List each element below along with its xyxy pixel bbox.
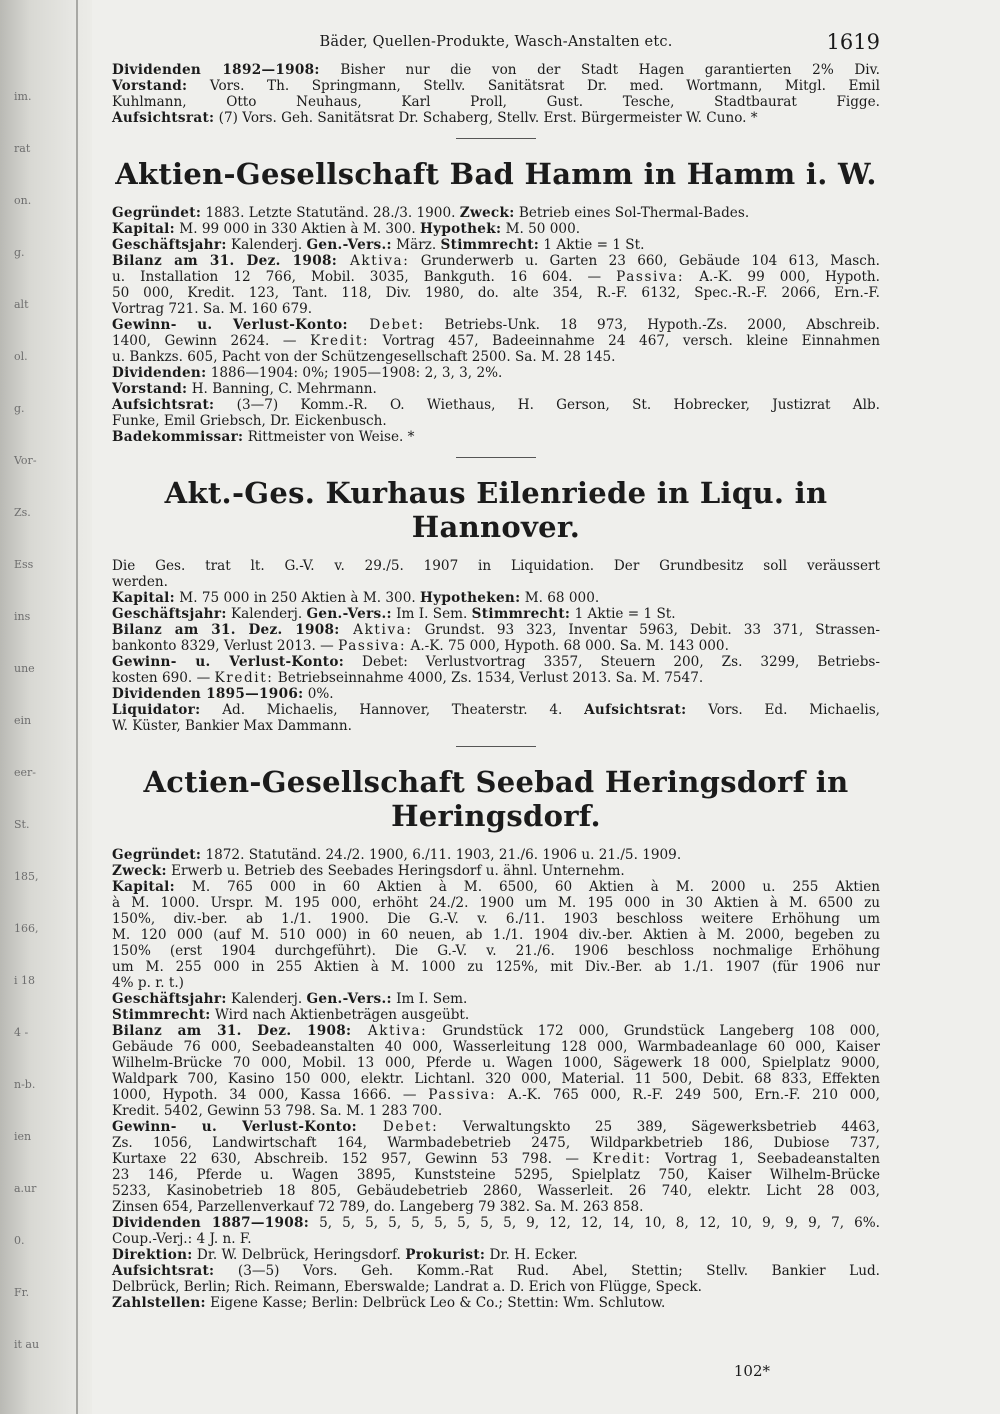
field-text: Kalenderj. <box>226 606 307 622</box>
account-side-label: Passiva: <box>616 269 685 285</box>
field-text: Gebäude 76 000, Seebadeanstalten 40 000, Wasserleitung 128 000, Warmbadeanlage 60 000, Kaiser <box>112 1039 880 1055</box>
field-text: W. Küster, Bankier Max Dammann. <box>112 718 353 734</box>
text-line <box>112 1247 880 1263</box>
section-divider <box>456 138 536 139</box>
field-text: Betrieb eines Sol-Thermal-Bades. <box>514 205 750 221</box>
field-text: Kuhlmann, Otto Neuhaus, Karl Proll, Gust. Tesche, Stadtbaurat Figge. <box>112 94 880 110</box>
account-side-label: Aktiva: <box>337 253 410 269</box>
text-line <box>112 654 880 670</box>
field-text: 1000, Hypoth. 34 000, Kassa 1666. — <box>112 1087 429 1103</box>
field-text: Die Ges. trat lt. G.-V. v. 29./5. 1907 in Liquidation. Der Grundbesitz soll veräussert <box>112 558 880 574</box>
text-line <box>112 1279 880 1295</box>
field-text: werden. <box>112 574 169 590</box>
text-line <box>112 285 880 301</box>
text-line <box>112 1295 880 1311</box>
field-text: 1886—1904: 0%; 1905—1908: 2, 3, 3, 2%. <box>206 365 503 381</box>
facing-page-fragment: ol. <box>14 350 28 363</box>
facing-page-fragment: g. <box>14 246 25 259</box>
text-line <box>112 670 880 686</box>
field-text: März. <box>391 237 441 253</box>
account-side-label: Passiva: <box>338 638 407 654</box>
company-entry <box>112 157 880 458</box>
field-text: u. Bankzs. 605, Pacht von der Schützengesellschaft 2500. Sa. M. 28 145. <box>112 349 616 365</box>
account-side-label: Debet: <box>356 1119 439 1135</box>
field-label: Aufsichtsrat: <box>112 1263 215 1279</box>
field-text: Debet: Verlustvortrag 3357, Steuern 200, Zs. 3299, Betriebs- <box>344 654 880 670</box>
text-line <box>112 1199 880 1215</box>
field-text: Verwaltungskto 25 389, Sägewerksbetrieb 4463, <box>438 1119 880 1135</box>
field-label: Aufsichtsrat: <box>112 110 215 126</box>
field-label: Gewinn- u. Verlust-Konto: <box>112 654 345 670</box>
facing-page-fragment: a.ur <box>14 1182 37 1195</box>
text-line <box>112 1231 880 1247</box>
field-text: Betriebseinnahme 4000, Zs. 1534, Verlust 2013. Sa. M. 7547. <box>273 670 704 686</box>
facing-page-fragment: Zs. <box>14 506 31 519</box>
field-text: Wird nach Aktienbeträgen ausgeübt. <box>210 1007 470 1023</box>
text-line <box>112 78 880 94</box>
field-text: Erwerb u. Betrieb des Seebades Heringsdorf u. ähnl. Unternehm. <box>166 863 625 879</box>
field-text: Wilhelm-Brücke 70 000, Mobil. 13 000, Pferde u. Wagen 1000, Sägewerk 18 000, Spielplatz 9000, <box>112 1055 880 1071</box>
text-line <box>112 1151 880 1167</box>
text-line <box>112 269 880 285</box>
text-line <box>112 333 880 349</box>
field-label: Kapital: <box>112 590 175 606</box>
field-text: M. 68 000. <box>520 590 600 606</box>
text-line <box>112 365 880 381</box>
company-entry <box>112 765 880 1311</box>
text-line <box>112 1167 880 1183</box>
text-line <box>112 895 880 911</box>
text-line <box>112 991 880 1007</box>
company-heading: Actien-Gesellschaft Seebad Heringsdorf in Heringsdorf. <box>143 765 849 833</box>
page <box>112 28 880 1311</box>
field-label: Gewinn- u. Verlust-Konto: <box>112 1119 357 1135</box>
field-text: Waldpark 700, Kasino 150 000, elektr. Lichtanl. 320 000, Material. 11 500, Debit. 68 833, Effekten <box>112 1071 880 1087</box>
page-number: 1619 <box>826 30 880 54</box>
field-text: 23 146, Pferde u. Wagen 3895, Kunststeine 5295, Spielplatz 750, Kaiser Wilhelm-Brücke <box>112 1167 880 1183</box>
text-line <box>112 606 880 622</box>
field-label: Bilanz am 31. Dez. 1908: <box>112 622 340 638</box>
field-label: Kapital: <box>112 221 175 237</box>
field-label: Dividenden: <box>112 365 207 381</box>
field-text: 4% p. r. t.) <box>112 975 184 991</box>
text-line <box>112 349 880 365</box>
field-text: Delbrück, Berlin; Rich. Reimann, Eberswalde; Landrat a. D. Erich von Flügge, Speck. <box>112 1279 702 1295</box>
facing-page-fragment: 185, <box>14 870 39 883</box>
field-text: Vortrag 457, Badeeinnahme 24 467, versch. kleine Einnahmen <box>369 333 881 349</box>
facing-page-fragment: eer- <box>14 766 36 779</box>
field-text: M. 50 000. <box>501 221 581 237</box>
field-text: Zs. 1056, Landwirtschaft 164, Warmbadebetrieb 2475, Wildparkbetrieb 186, Dubiose 737, <box>112 1135 880 1151</box>
account-side-label: Aktiva: <box>351 1023 428 1039</box>
running-head-title: Bäder, Quellen-Produkte, Wasch-Anstalten etc. <box>319 34 673 50</box>
field-label: Dividenden 1887—1908: <box>112 1215 310 1231</box>
facing-page-fragment: une <box>14 662 35 675</box>
field-label: Aufsichtsrat: <box>584 702 687 718</box>
facing-page-fragment: St. <box>14 818 30 831</box>
field-label: Gewinn- u. Verlust-Konto: <box>112 317 348 333</box>
text-line <box>112 1055 880 1071</box>
field-text: Betriebs-Unk. 18 973, Hypoth.-Zs. 2000, Abschreib. <box>424 317 880 333</box>
text-line <box>112 1023 880 1039</box>
text-line <box>112 301 880 317</box>
field-text: 5, 5, 5, 5, 5, 5, 5, 5, 5, 9, 12, 12, 14, 10, 8, 12, 10, 9, 9, 9, 7, 6%. <box>309 1215 880 1231</box>
text-line <box>112 429 880 445</box>
field-text: 1 Aktie = 1 St. <box>539 237 645 253</box>
text-line <box>112 1263 880 1279</box>
text-line <box>112 1183 880 1199</box>
field-label: Dividenden 1895—1906: <box>112 686 304 702</box>
field-text: M. 99 000 in 330 Aktien à M. 300. <box>174 221 420 237</box>
field-text: (7) Vors. Geh. Sanitätsrat Dr. Schaberg, Stellv. Erst. Bürgermeister W. Cuno. * <box>214 110 758 126</box>
text-line <box>112 879 880 895</box>
facing-page-fragment: Vor- <box>14 454 37 467</box>
facing-page-fragment: Fr. <box>14 1286 30 1299</box>
account-side-label: Debet: <box>347 317 425 333</box>
field-text: H. Banning, C. Mehrmann. <box>187 381 377 397</box>
field-text: à M. 1000. Urspr. M. 195 000, erhöht 24./2. 1900 um M. 195 000 in 30 Aktien à M. 6500 zu <box>112 895 880 911</box>
facing-page-fragment: ins <box>14 610 31 623</box>
text-line <box>112 590 880 606</box>
field-text: M. 765 000 in 60 Aktien à M. 6500, 60 Aktien à M. 2000 u. 255 Aktien <box>174 879 880 895</box>
text-line <box>112 110 880 126</box>
field-label: Vorstand: <box>112 381 188 397</box>
text-line <box>112 1215 880 1231</box>
field-text: Vortrag 1, Seebadeanstalten <box>651 1151 880 1167</box>
facing-page-fragment: im. <box>14 90 32 103</box>
text-line <box>112 702 880 718</box>
text-line <box>112 863 880 879</box>
entries <box>112 157 880 1311</box>
facing-page-fragment: n-b. <box>14 1078 36 1091</box>
field-text: 0%. <box>303 686 334 702</box>
field-text: Funke, Emil Griebsch, Dr. Eickenbusch. <box>112 413 387 429</box>
text-line <box>112 718 880 734</box>
field-label: Geschäftsjahr: <box>112 991 227 1007</box>
company-heading: Aktien-Gesellschaft Bad Hamm in Hamm i. W. <box>115 157 877 191</box>
text-line <box>112 638 880 654</box>
field-text: 1883. Letzte Statutänd. 28./3. 1900. <box>201 205 460 221</box>
field-text: M. 120 000 (auf M. 510 000) in 60 neuen, ab 1./1. 1904 div.-ber. Aktien à M. 2000, begeben zu <box>112 927 880 943</box>
field-label: Badekommissar: <box>112 429 244 445</box>
text-line <box>112 317 880 333</box>
facing-page-fragment: on. <box>14 194 32 207</box>
field-text: Kalenderj. <box>226 237 307 253</box>
text-line <box>112 62 880 78</box>
field-text: Vors. Th. Springmann, Stellv. Sanitätsrat Dr. med. Wortmann, Mitgl. Emil <box>187 78 880 94</box>
signature-mark: 102* <box>733 1362 770 1380</box>
field-text: (3—7) Komm.-R. O. Wiethaus, H. Gerson, St. Hobrecker, Justizrat Alb. <box>214 397 880 413</box>
text-line <box>112 1119 880 1135</box>
field-label: Bilanz am 31. Dez. 1908: <box>112 253 338 269</box>
text-line <box>112 397 880 413</box>
field-text: Im I. Sem. <box>391 991 468 1007</box>
field-text: Eigene Kasse; Berlin: Delbrück Leo & Co.; Stettin: Wm. Schlutow. <box>205 1295 666 1311</box>
field-text: Coup.-Verj.: 4 J. n. F. <box>112 1231 252 1247</box>
field-text: A.-K. 765 000, R.-F. 249 500, Ern.-F. 210 000, <box>496 1087 881 1103</box>
facing-page-fragment: g. <box>14 402 25 415</box>
text-line <box>112 221 880 237</box>
field-text: 1872. Statutänd. 24./2. 1900, 6./11. 1903, 21./6. 1906 u. 21./5. 1909. <box>201 847 682 863</box>
field-label: Stimmrecht: <box>112 1007 211 1023</box>
field-text: Dr. H. Ecker. <box>485 1247 578 1263</box>
text-line <box>112 1103 880 1119</box>
text-line <box>112 847 880 863</box>
facing-page-fragment: 166, <box>14 922 39 935</box>
facing-page-fragment: ien <box>14 1130 32 1143</box>
field-label: Gen.-Vers.: <box>306 991 392 1007</box>
field-text: A.-K. 75 000, Hypoth. 68 000. Sa. M. 143 000. <box>406 638 729 654</box>
text-line <box>112 927 880 943</box>
text-line <box>112 558 880 574</box>
text-line <box>112 1007 880 1023</box>
field-text: um M. 255 000 in 255 Aktien à M. 1000 zu 125%, mit Div.-Ber. ab 1./1. 1907 (für 1906 nur <box>112 959 880 975</box>
field-label: Gegründet: <box>112 205 202 221</box>
field-label: Gen.-Vers.: <box>306 237 392 253</box>
field-label: Vorstand: <box>112 78 188 94</box>
account-side-label: Passiva: <box>428 1087 497 1103</box>
text-line <box>112 622 880 638</box>
binding-edge <box>76 0 78 1414</box>
facing-page-fragment: it au <box>14 1338 40 1351</box>
account-side-label: Kredit: <box>214 670 274 686</box>
field-text: Im I. Sem. <box>391 606 472 622</box>
field-label: Bilanz am 31. Dez. 1908: <box>112 1023 352 1039</box>
text-line <box>112 1071 880 1087</box>
facing-page-fragment: 0. <box>14 1234 25 1247</box>
field-text: Vortrag 721. Sa. M. 160 679. <box>112 301 313 317</box>
field-text: kosten 690. — <box>112 670 215 686</box>
field-label: Zweck: <box>112 863 167 879</box>
field-text: Grundst. 93 323, Inventar 5963, Debit. 33 371, Strassen- <box>412 622 880 638</box>
facing-page-fragment: Ess <box>14 558 34 571</box>
text-line <box>112 574 880 590</box>
text-line <box>112 1135 880 1151</box>
intro-block <box>112 62 880 126</box>
text-line <box>112 911 880 927</box>
field-label: Direktion: <box>112 1247 193 1263</box>
company-entry <box>112 476 880 747</box>
field-label: Stimmrecht: <box>471 606 571 622</box>
field-label: Prokurist: <box>405 1247 486 1263</box>
text-line <box>112 1039 880 1055</box>
field-text: Kalenderj. <box>226 991 307 1007</box>
field-label: Gen.-Vers.: <box>306 606 392 622</box>
text-line <box>112 1087 880 1103</box>
field-text: Rittmeister von Weise. * <box>243 429 415 445</box>
text-line <box>112 237 880 253</box>
field-text: A.-K. 99 000, Hypoth. <box>684 269 880 285</box>
field-text: Bisher nur die von der Stadt Hagen garantierten 2% Div. <box>319 62 880 78</box>
text-line <box>112 686 880 702</box>
field-text: Vors. Ed. Michaelis, <box>686 702 880 718</box>
field-text: 1 Aktie = 1 St. <box>570 606 676 622</box>
section-divider <box>456 746 536 747</box>
facing-page-fragment: ein <box>14 714 32 727</box>
text-line <box>112 253 880 269</box>
field-text: 5233, Kasinobetrieb 18 805, Gebäudebetrieb 2860, Wasserleit. 26 740, elektr. Licht 28 003, <box>112 1183 880 1199</box>
field-label: Hypothek: <box>420 221 502 237</box>
field-label: Aufsichtsrat: <box>112 397 215 413</box>
field-text: Dr. W. Delbrück, Heringsdorf. <box>192 1247 406 1263</box>
field-text: Grundstück 172 000, Grundstück Langeberg 108 000, <box>427 1023 880 1039</box>
text-line <box>112 943 880 959</box>
field-label: Liquidator: <box>112 702 201 718</box>
field-text: 50 000, Kredit. 123, Tant. 118, Div. 1980, do. alte 354, R.-F. 6132, Spec.-R.-F. 2066, Ern.-F. <box>112 285 880 301</box>
field-text: M. 75 000 in 250 Aktien à M. 300. <box>174 590 420 606</box>
field-text: Kurtaxe 22 630, Abschreib. 152 957, Gewinn 53 798. — <box>112 1151 593 1167</box>
field-text: bankonto 8329, Verlust 2013. — <box>112 638 339 654</box>
text-line <box>112 205 880 221</box>
account-side-label: Kredit: <box>592 1151 652 1167</box>
field-text: 1400, Gewinn 2624. — <box>112 333 311 349</box>
facing-page-fragment: i 18 <box>14 974 36 987</box>
text-line <box>112 413 880 429</box>
field-label: Zahlstellen: <box>112 1295 206 1311</box>
field-text: Ad. Michaelis, Hannover, Theaterstr. 4. <box>200 702 585 718</box>
field-text: Kredit. 5402, Gewinn 53 798. Sa. M. 1 283 700. <box>112 1103 443 1119</box>
field-label: Dividenden 1892—1908: <box>112 62 320 78</box>
field-text: Zinsen 654, Parzellenverkauf 72 789, do. Langeberg 79 382. Sa. M. 263 858. <box>112 1199 644 1215</box>
field-text: 150%, div.-ber. ab 1./1. 1900. Die G.-V. v. 6./11. 1903 beschloss weitere Erhöhung um <box>112 911 880 927</box>
section-divider <box>456 457 536 458</box>
account-side-label: Aktiva: <box>339 622 413 638</box>
field-label: Stimmrecht: <box>440 237 540 253</box>
field-label: Zweck: <box>459 205 515 221</box>
text-line <box>112 94 880 110</box>
field-text: 150% (erst 1904 durchgeführt). Die G.-V. v. 21./6. 1906 beschloss nochmalige Erhöhung <box>112 943 880 959</box>
field-label: Hypotheken: <box>420 590 521 606</box>
field-text: u. Installation 12 766, Mobil. 3035, Bankguth. 16 604. — <box>112 269 617 285</box>
text-line <box>112 381 880 397</box>
field-label: Kapital: <box>112 879 175 895</box>
field-label: Geschäftsjahr: <box>112 237 227 253</box>
text-line <box>112 975 880 991</box>
account-side-label: Kredit: <box>310 333 370 349</box>
facing-page-fragment: rat <box>14 142 31 155</box>
field-label: Gegründet: <box>112 847 202 863</box>
field-text: Grunderwerb u. Garten 23 660, Gebäude 104 613, Masch. <box>409 253 880 269</box>
facing-page-fragment: 4 - <box>14 1026 29 1039</box>
facing-page-fragment: alt <box>14 298 29 311</box>
text-line <box>112 959 880 975</box>
company-heading: Akt.-Ges. Kurhaus Eilenriede in Liqu. in Hannover. <box>164 476 828 544</box>
field-text: (3—5) Vors. Geh. Komm.-Rat Rud. Abel, Stettin; Stellv. Bankier Lud. <box>214 1263 880 1279</box>
binding-gutter <box>0 0 92 1414</box>
field-label: Geschäftsjahr: <box>112 606 227 622</box>
running-head <box>112 28 880 62</box>
